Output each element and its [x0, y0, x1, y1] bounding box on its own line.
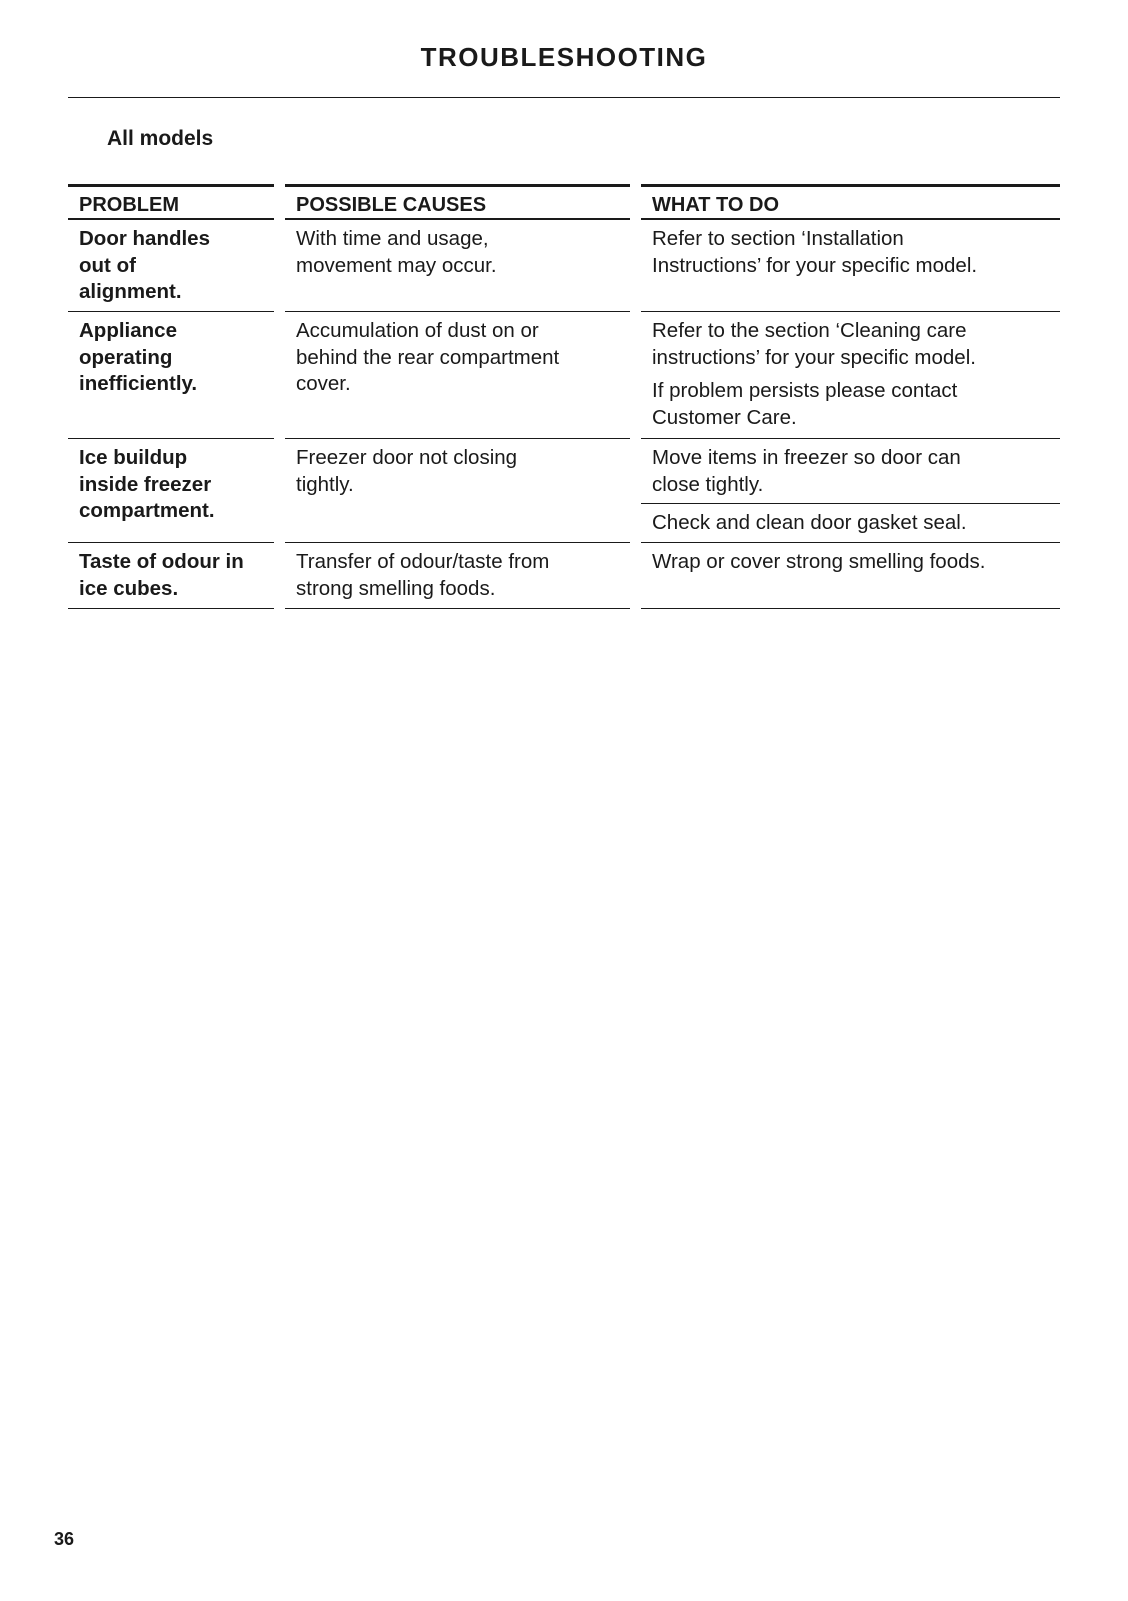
- text-line: Transfer of odour/taste from: [296, 550, 550, 573]
- causes-cell: [285, 543, 630, 609]
- todo-cell: [641, 504, 1060, 543]
- text-line: compartment.: [79, 499, 215, 522]
- text-line: inside freezer: [79, 472, 212, 496]
- text-line: Door handles: [79, 227, 210, 250]
- text-line: Freezer door not closing: [296, 446, 518, 469]
- causes-cell: [285, 439, 630, 543]
- text-line: instructions’ for your specific model.: [652, 345, 976, 369]
- causes-cell: [285, 312, 630, 439]
- text-line: ice cubes.: [79, 576, 179, 600]
- text-line: out of: [79, 253, 136, 277]
- title-divider: [68, 97, 1060, 98]
- text-line: Customer Care.: [652, 405, 797, 429]
- text-line: Move items in freezer so door can: [652, 446, 961, 469]
- section-label: All models: [107, 127, 214, 150]
- text-line: alignment.: [79, 280, 182, 303]
- problem-cell: [68, 220, 274, 312]
- todo-header: WHAT TO DO: [641, 184, 1060, 220]
- causes-column: [285, 184, 630, 609]
- problem-cell: [68, 312, 274, 439]
- text-line: movement may occur.: [296, 253, 497, 277]
- causes-header: POSSIBLE CAUSES: [285, 184, 630, 220]
- todo-cell: [641, 312, 1060, 439]
- text-line: Refer to section ‘Installation: [652, 227, 904, 250]
- text-line: Wrap or cover strong smelling foods.: [652, 550, 986, 573]
- page-number: 36: [54, 1529, 75, 1549]
- todo-column: [641, 184, 1060, 609]
- problem-cell: [68, 439, 274, 543]
- todo-cell: [641, 439, 1060, 504]
- text-line: tightly.: [296, 472, 354, 496]
- text-line: If problem persists please contact: [652, 379, 958, 402]
- text-line: Instructions’ for your specific model.: [652, 253, 978, 277]
- text-line: With time and usage,: [296, 227, 489, 250]
- text-line: Refer to the section ‘Cleaning care: [652, 319, 967, 342]
- problem-header: PROBLEM: [68, 184, 274, 220]
- problem-column: [68, 184, 274, 609]
- text-line: cover.: [296, 372, 351, 395]
- causes-cell: [285, 220, 630, 312]
- text-line: Ice buildup: [79, 446, 188, 469]
- text-line: Appliance: [79, 319, 177, 342]
- text-line: strong smelling foods.: [296, 576, 496, 600]
- todo-cell: [641, 220, 1060, 312]
- text-line: behind the rear compartment: [296, 345, 560, 369]
- text-line: Check and clean door gasket seal.: [652, 511, 967, 534]
- text-line: operating: [79, 345, 173, 369]
- page-title: TROUBLESHOOTING: [420, 42, 708, 72]
- problem-cell: [68, 543, 274, 609]
- text-line: inefficiently.: [79, 372, 198, 395]
- text-line: Taste of odour in: [79, 550, 244, 573]
- text-line: close tightly.: [652, 472, 764, 496]
- text-line: Accumulation of dust on or: [296, 319, 539, 342]
- todo-cell: [641, 543, 1060, 609]
